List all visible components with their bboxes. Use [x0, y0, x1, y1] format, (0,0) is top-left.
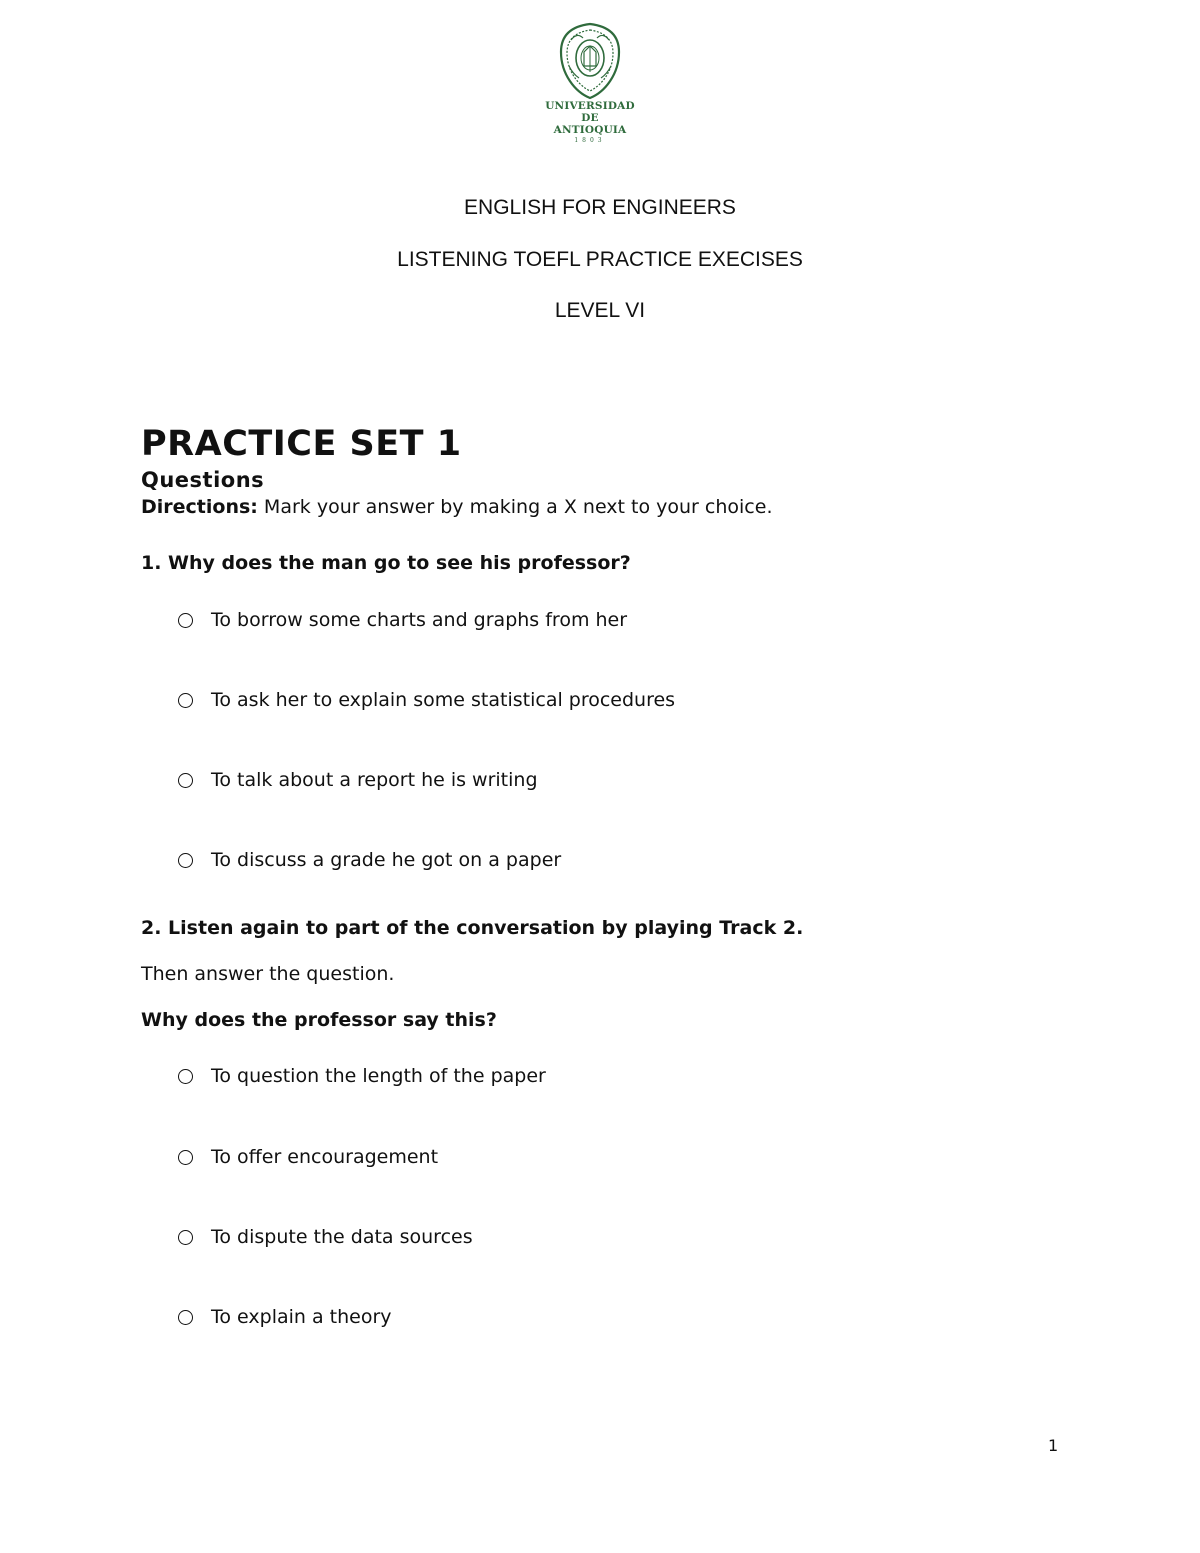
directions	[141, 496, 772, 518]
question-1-option-a[interactable]	[178, 608, 627, 632]
level-label: LEVEL VI	[554, 299, 646, 322]
question-1-option-b[interactable]	[178, 688, 675, 712]
question-2-instruction: Then answer the question.	[141, 963, 395, 985]
question-1-option-d[interactable]	[178, 848, 561, 872]
section-heading: Questions	[141, 468, 265, 492]
option-label: To discuss a grade he got on a paper	[211, 849, 562, 871]
practice-set-title: PRACTICE SET 1	[141, 424, 462, 464]
option-label: To dispute the data sources	[211, 1226, 473, 1248]
option-label: To explain a theory	[211, 1306, 392, 1328]
option-label: To offer encouragement	[211, 1146, 439, 1168]
university-logo	[545, 22, 635, 144]
page-number: 1	[1048, 1436, 1059, 1455]
question-2-option-b[interactable]	[178, 1145, 438, 1169]
radio-circle-icon[interactable]	[178, 853, 193, 868]
radio-circle-icon[interactable]	[178, 693, 193, 708]
radio-circle-icon[interactable]	[178, 613, 193, 628]
radio-circle-icon[interactable]	[178, 1069, 193, 1084]
question-2-prompt: 2. Listen again to part of the conversation by playing Track 2.	[141, 917, 804, 939]
directions-label: Directions:	[141, 496, 258, 518]
question-1-prompt: 1. Why does the man go to see his professor?	[141, 552, 631, 574]
radio-circle-icon[interactable]	[178, 773, 193, 788]
radio-circle-icon[interactable]	[178, 1150, 193, 1165]
radio-circle-icon[interactable]	[178, 1230, 193, 1245]
logo-year: 1803	[574, 137, 606, 144]
university-seal-icon	[557, 22, 623, 100]
directions-text: Mark your answer by making a X next to your choice.	[257, 496, 773, 518]
option-label: To question the length of the paper	[211, 1065, 546, 1087]
question-2-subprompt: Why does the professor say this?	[141, 1009, 497, 1031]
radio-circle-icon[interactable]	[178, 1310, 193, 1325]
document-subtitle: LISTENING TOEFL PRACTICE EXECISES	[397, 248, 803, 271]
option-label: To talk about a report he is writing	[211, 769, 538, 791]
option-label: To borrow some charts and graphs from her	[211, 609, 628, 631]
question-1-option-c[interactable]	[178, 768, 538, 792]
option-label: To ask her to explain some statistical procedures	[211, 689, 676, 711]
question-2-option-a[interactable]	[178, 1064, 546, 1088]
question-2-option-d[interactable]	[178, 1305, 392, 1329]
course-title: ENGLISH FOR ENGINEERS	[464, 196, 736, 219]
logo-text-line-1: UNIVERSIDAD	[545, 100, 635, 112]
logo-text-line-2: DE ANTIOQUIA	[553, 112, 627, 136]
question-2-option-c[interactable]	[178, 1225, 473, 1249]
